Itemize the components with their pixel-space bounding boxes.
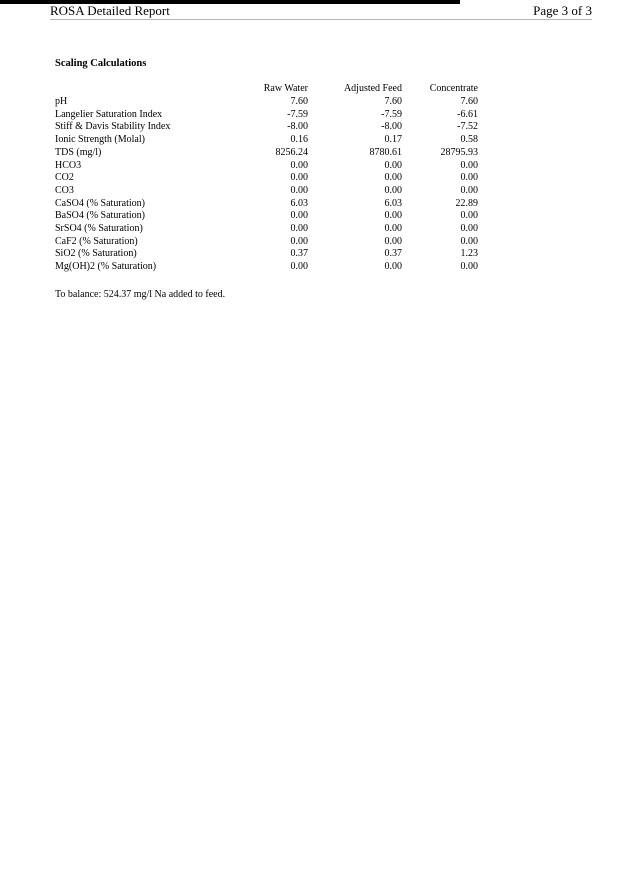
table-row	[55, 210, 478, 223]
table-row	[55, 147, 478, 160]
table-row	[55, 96, 478, 109]
cell-concentrate: 0.00	[460, 261, 478, 273]
row-label: CaF2 (% Saturation)	[55, 235, 138, 247]
table-row	[55, 198, 478, 211]
row-label: Stiff & Davis Stability Index	[55, 121, 171, 133]
column-header-concentrate: Concentrate	[429, 83, 478, 95]
table-row	[55, 261, 478, 274]
row-label: CaSO4 (% Saturation)	[55, 197, 145, 209]
column-header-raw-water: Raw Water	[263, 83, 308, 95]
cell-concentrate: 22.89	[455, 197, 478, 209]
cell-adjusted-feed: 0.00	[384, 261, 402, 273]
row-label: SrSO4 (% Saturation)	[55, 223, 143, 235]
row-label: Mg(OH)2 (% Saturation)	[55, 261, 157, 273]
cell-raw-water: 8256.24	[275, 146, 308, 158]
cell-adjusted-feed: -8.00	[381, 121, 402, 133]
cell-raw-water: 0.00	[290, 184, 308, 196]
page-header	[50, 4, 592, 20]
cell-adjusted-feed: 0.00	[384, 172, 402, 184]
cell-raw-water: 0.00	[290, 235, 308, 247]
cell-raw-water: 6.03	[290, 197, 308, 209]
cell-raw-water: -7.59	[287, 108, 308, 120]
cell-adjusted-feed: 0.00	[384, 184, 402, 196]
row-label: Ionic Strength (Molal)	[55, 134, 145, 146]
cell-raw-water: 0.16	[290, 134, 308, 146]
cell-adjusted-feed: 8780.61	[369, 146, 402, 158]
cell-adjusted-feed: 6.03	[384, 197, 402, 209]
report-title: ROSA Detailed Report	[50, 3, 170, 18]
cell-raw-water: 0.00	[290, 159, 308, 171]
cell-adjusted-feed: 7.60	[384, 96, 402, 107]
balance-footnote: To balance: 524.37 mg/l Na added to feed.	[55, 289, 226, 300]
cell-adjusted-feed: 0.37	[384, 248, 402, 260]
scaling-calculations-table	[55, 81, 478, 274]
cell-raw-water: 0.00	[290, 210, 308, 222]
table-row	[55, 109, 478, 122]
cell-adjusted-feed: 0.00	[384, 235, 402, 247]
cell-raw-water: 0.00	[290, 261, 308, 273]
row-label: pH	[55, 96, 68, 107]
row-label: TDS (mg/l)	[55, 146, 102, 158]
cell-concentrate: 0.00	[460, 184, 478, 196]
row-label: SiO2 (% Saturation)	[55, 248, 137, 260]
row-label: CO3	[55, 184, 74, 196]
column-header-blank	[55, 81, 230, 96]
row-label: CO2	[55, 172, 74, 184]
table-row	[55, 172, 478, 185]
cell-raw-water: 0.37	[290, 248, 308, 260]
cell-raw-water: 0.00	[290, 172, 308, 184]
table-row	[55, 223, 478, 236]
table-row	[55, 160, 478, 173]
row-label: BaSO4 (% Saturation)	[55, 210, 145, 222]
section-title: Scaling Calculations	[55, 58, 147, 69]
table-row	[55, 121, 478, 134]
cell-concentrate: 0.00	[460, 159, 478, 171]
cell-adjusted-feed: -7.59	[381, 108, 402, 120]
cell-concentrate: 0.00	[460, 223, 478, 235]
cell-concentrate: 7.60	[460, 96, 478, 107]
cell-concentrate: -6.61	[457, 108, 478, 120]
table-row	[55, 236, 478, 249]
cell-concentrate: 0.00	[460, 210, 478, 222]
page-number: Page 3 of 3	[533, 3, 592, 18]
table-row	[55, 134, 478, 147]
cell-concentrate: 0.00	[460, 235, 478, 247]
cell-adjusted-feed: 0.00	[384, 223, 402, 235]
cell-concentrate: -7.52	[457, 121, 478, 133]
table-header-row	[55, 81, 478, 96]
cell-adjusted-feed: 0.17	[384, 134, 402, 146]
table-row	[55, 248, 478, 261]
cell-raw-water: 0.00	[290, 223, 308, 235]
cell-adjusted-feed: 0.00	[384, 210, 402, 222]
cell-adjusted-feed: 0.00	[384, 159, 402, 171]
cell-concentrate: 0.58	[460, 134, 478, 146]
cell-raw-water: 7.60	[290, 96, 308, 107]
column-header-adjusted-feed: Adjusted Feed	[343, 83, 402, 95]
row-label: HCO3	[55, 159, 82, 171]
cell-concentrate: 1.23	[460, 248, 478, 260]
scaling-table-body	[55, 96, 478, 274]
cell-raw-water: -8.00	[287, 121, 308, 133]
cell-concentrate: 0.00	[460, 172, 478, 184]
cell-concentrate: 28795.93	[440, 146, 478, 158]
table-row	[55, 185, 478, 198]
row-label: Langelier Saturation Index	[55, 108, 163, 120]
